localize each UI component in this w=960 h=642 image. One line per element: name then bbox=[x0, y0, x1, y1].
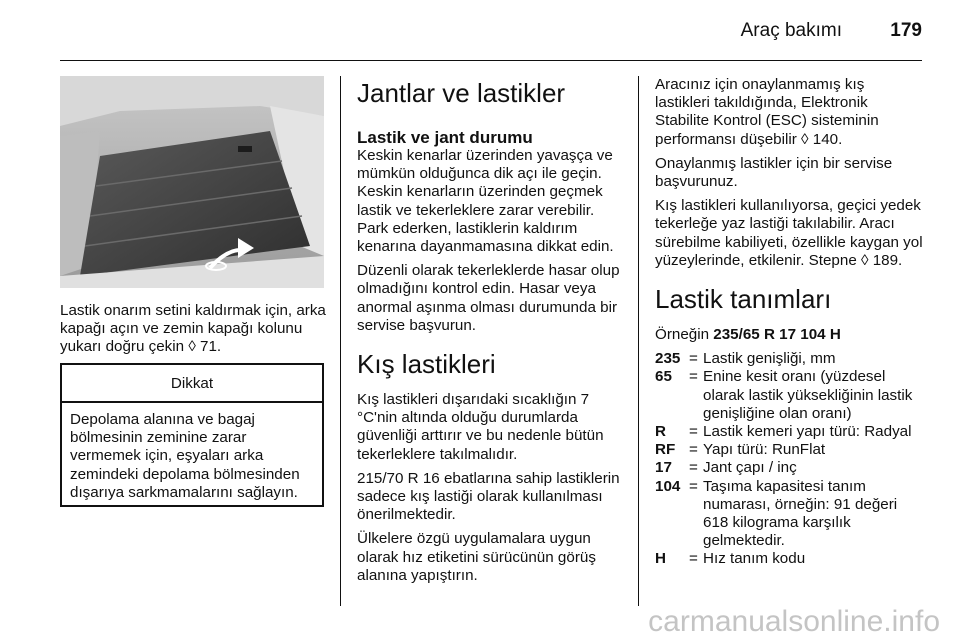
designation-value: Lastik kemeri yapı türü: Radyal bbox=[703, 423, 912, 441]
designation-row bbox=[655, 550, 923, 568]
equals-sign: = bbox=[689, 350, 698, 368]
designation-list bbox=[655, 350, 923, 568]
designation-key: RF bbox=[655, 441, 676, 459]
example-line bbox=[655, 326, 923, 344]
notice-text: Depolama alanına ve bagaj bölmesinin zeminine zarar vermemek için, eşyaları arka zemindeki depolama bölmesinden dışarıya sarkmamalarını sağlayın. bbox=[70, 411, 300, 501]
trunk-floor-photo bbox=[60, 76, 324, 288]
paragraph: Keskin kenarlar üzerinden yavaşça ve mümkün olduğunca dik açı ile geçin. Keskin kenarların üzerinden geçmek lastik ve tekerleklere zarar verebilir. Park ederken, lastiklerin kaldırım kenarına dayanmamasına dikkat edin. bbox=[357, 147, 614, 256]
designation-value: Jant çapı / inç bbox=[703, 459, 797, 477]
equals-sign: = bbox=[689, 368, 698, 386]
column-divider-1 bbox=[340, 76, 341, 606]
designation-value: Yapı türü: RunFlat bbox=[703, 441, 826, 459]
right-column bbox=[655, 76, 923, 569]
designation-key: H bbox=[655, 550, 666, 568]
designation-row bbox=[655, 441, 923, 459]
paragraph: 215/70 R 16 ebatlarına sahip lastiklerin sadece kış lastiği olarak kullanılması önerilmektedir. bbox=[357, 469, 620, 524]
paragraph: Onaylanmış lastikler için bir servise başvurunuz. bbox=[655, 154, 893, 191]
paragraph: Düzenli olarak tekerleklerde hasar olup olmadığını kontrol edin. Hasar veya anormal aşınma olması durumunda bir servise başvurun. bbox=[357, 262, 620, 334]
equals-sign: = bbox=[689, 423, 698, 441]
designation-key: 104 bbox=[655, 477, 681, 495]
trunk-floor-illustration bbox=[60, 76, 324, 288]
subheading-tyre-condition: Lastik ve jant durumu bbox=[357, 128, 533, 147]
paragraph: Ülkelere özgü uygulamalara uygun olarak hız etiketini sürücünün görüş alanına yapıştırın. bbox=[357, 530, 596, 584]
notice-title: Dikkat bbox=[62, 365, 322, 403]
designation-key: R bbox=[655, 423, 666, 441]
heading-wheels-tyres: Jantlar ve lastikler bbox=[357, 78, 566, 108]
equals-sign: = bbox=[689, 441, 698, 459]
designation-row bbox=[655, 459, 923, 477]
designation-value: Hız tanım kodu bbox=[703, 550, 806, 568]
equals-sign: = bbox=[689, 459, 698, 477]
photo-caption: Lastik onarım setini kaldırmak için, arka kapağı açın ve zemin kapağı kolunu yukarı doğru çekin ◊ 71. bbox=[60, 302, 326, 356]
notice-box bbox=[60, 363, 324, 507]
example-prefix: Örneğin bbox=[655, 326, 710, 344]
designation-key: 235 bbox=[655, 350, 681, 368]
section-title: Araç bakımı bbox=[740, 20, 842, 41]
equals-sign: = bbox=[689, 550, 698, 568]
page-number: 179 bbox=[890, 20, 922, 41]
designation-row bbox=[655, 423, 923, 441]
example-value: 235/65 R 17 104 H bbox=[713, 326, 841, 344]
middle-column bbox=[357, 76, 622, 591]
designation-row bbox=[655, 368, 923, 423]
designation-value: Lastik genişliği, mm bbox=[703, 350, 836, 368]
paragraph: Aracınız için onaylanmamış kış lastikleri takıldığında, Elektronik Stabilite Kontrol (ESC) sisteminin performansı düşebilir ◊ 140. bbox=[655, 76, 879, 148]
column-divider-2 bbox=[638, 76, 639, 606]
heading-winter-tyres: Kış lastikleri bbox=[357, 349, 496, 380]
left-column bbox=[60, 302, 326, 363]
designation-value: Enine kesit oranı (yüzdesel olarak lastik yüksekliğinin lastik genişliğine olan oranı) bbox=[703, 368, 913, 422]
designation-row bbox=[655, 350, 923, 368]
watermark: carmanualsonline.info bbox=[648, 605, 940, 638]
designation-value: Taşıma kapasitesi tanım numarası, örneğin: 91 değeri 618 kilograma karşılık gelmektedir. bbox=[703, 477, 898, 550]
designation-key: 65 bbox=[655, 368, 672, 386]
heading-tyre-designations: Lastik tanımları bbox=[655, 284, 832, 315]
header-rule bbox=[60, 60, 922, 61]
page-header bbox=[0, 0, 960, 60]
paragraph: Kış lastikleri dışarıdaki sıcaklığın 7 °C'nin altında olduğu durumlarda güvenliği arttırır ve bu nedenle bütün tekerleklere takılmalıdır. bbox=[357, 391, 604, 463]
designation-key: 17 bbox=[655, 459, 672, 477]
designation-row bbox=[655, 478, 923, 551]
paragraph: Kış lastikleri kullanılıyorsa, geçici yedek tekerleğe yaz lastiği takılabilir. Aracı sürebilme kabiliyeti, özellikle kaygan yol yüzeylerinde, etkilenir. Stepne ◊ 189. bbox=[655, 197, 923, 269]
equals-sign: = bbox=[689, 477, 698, 495]
